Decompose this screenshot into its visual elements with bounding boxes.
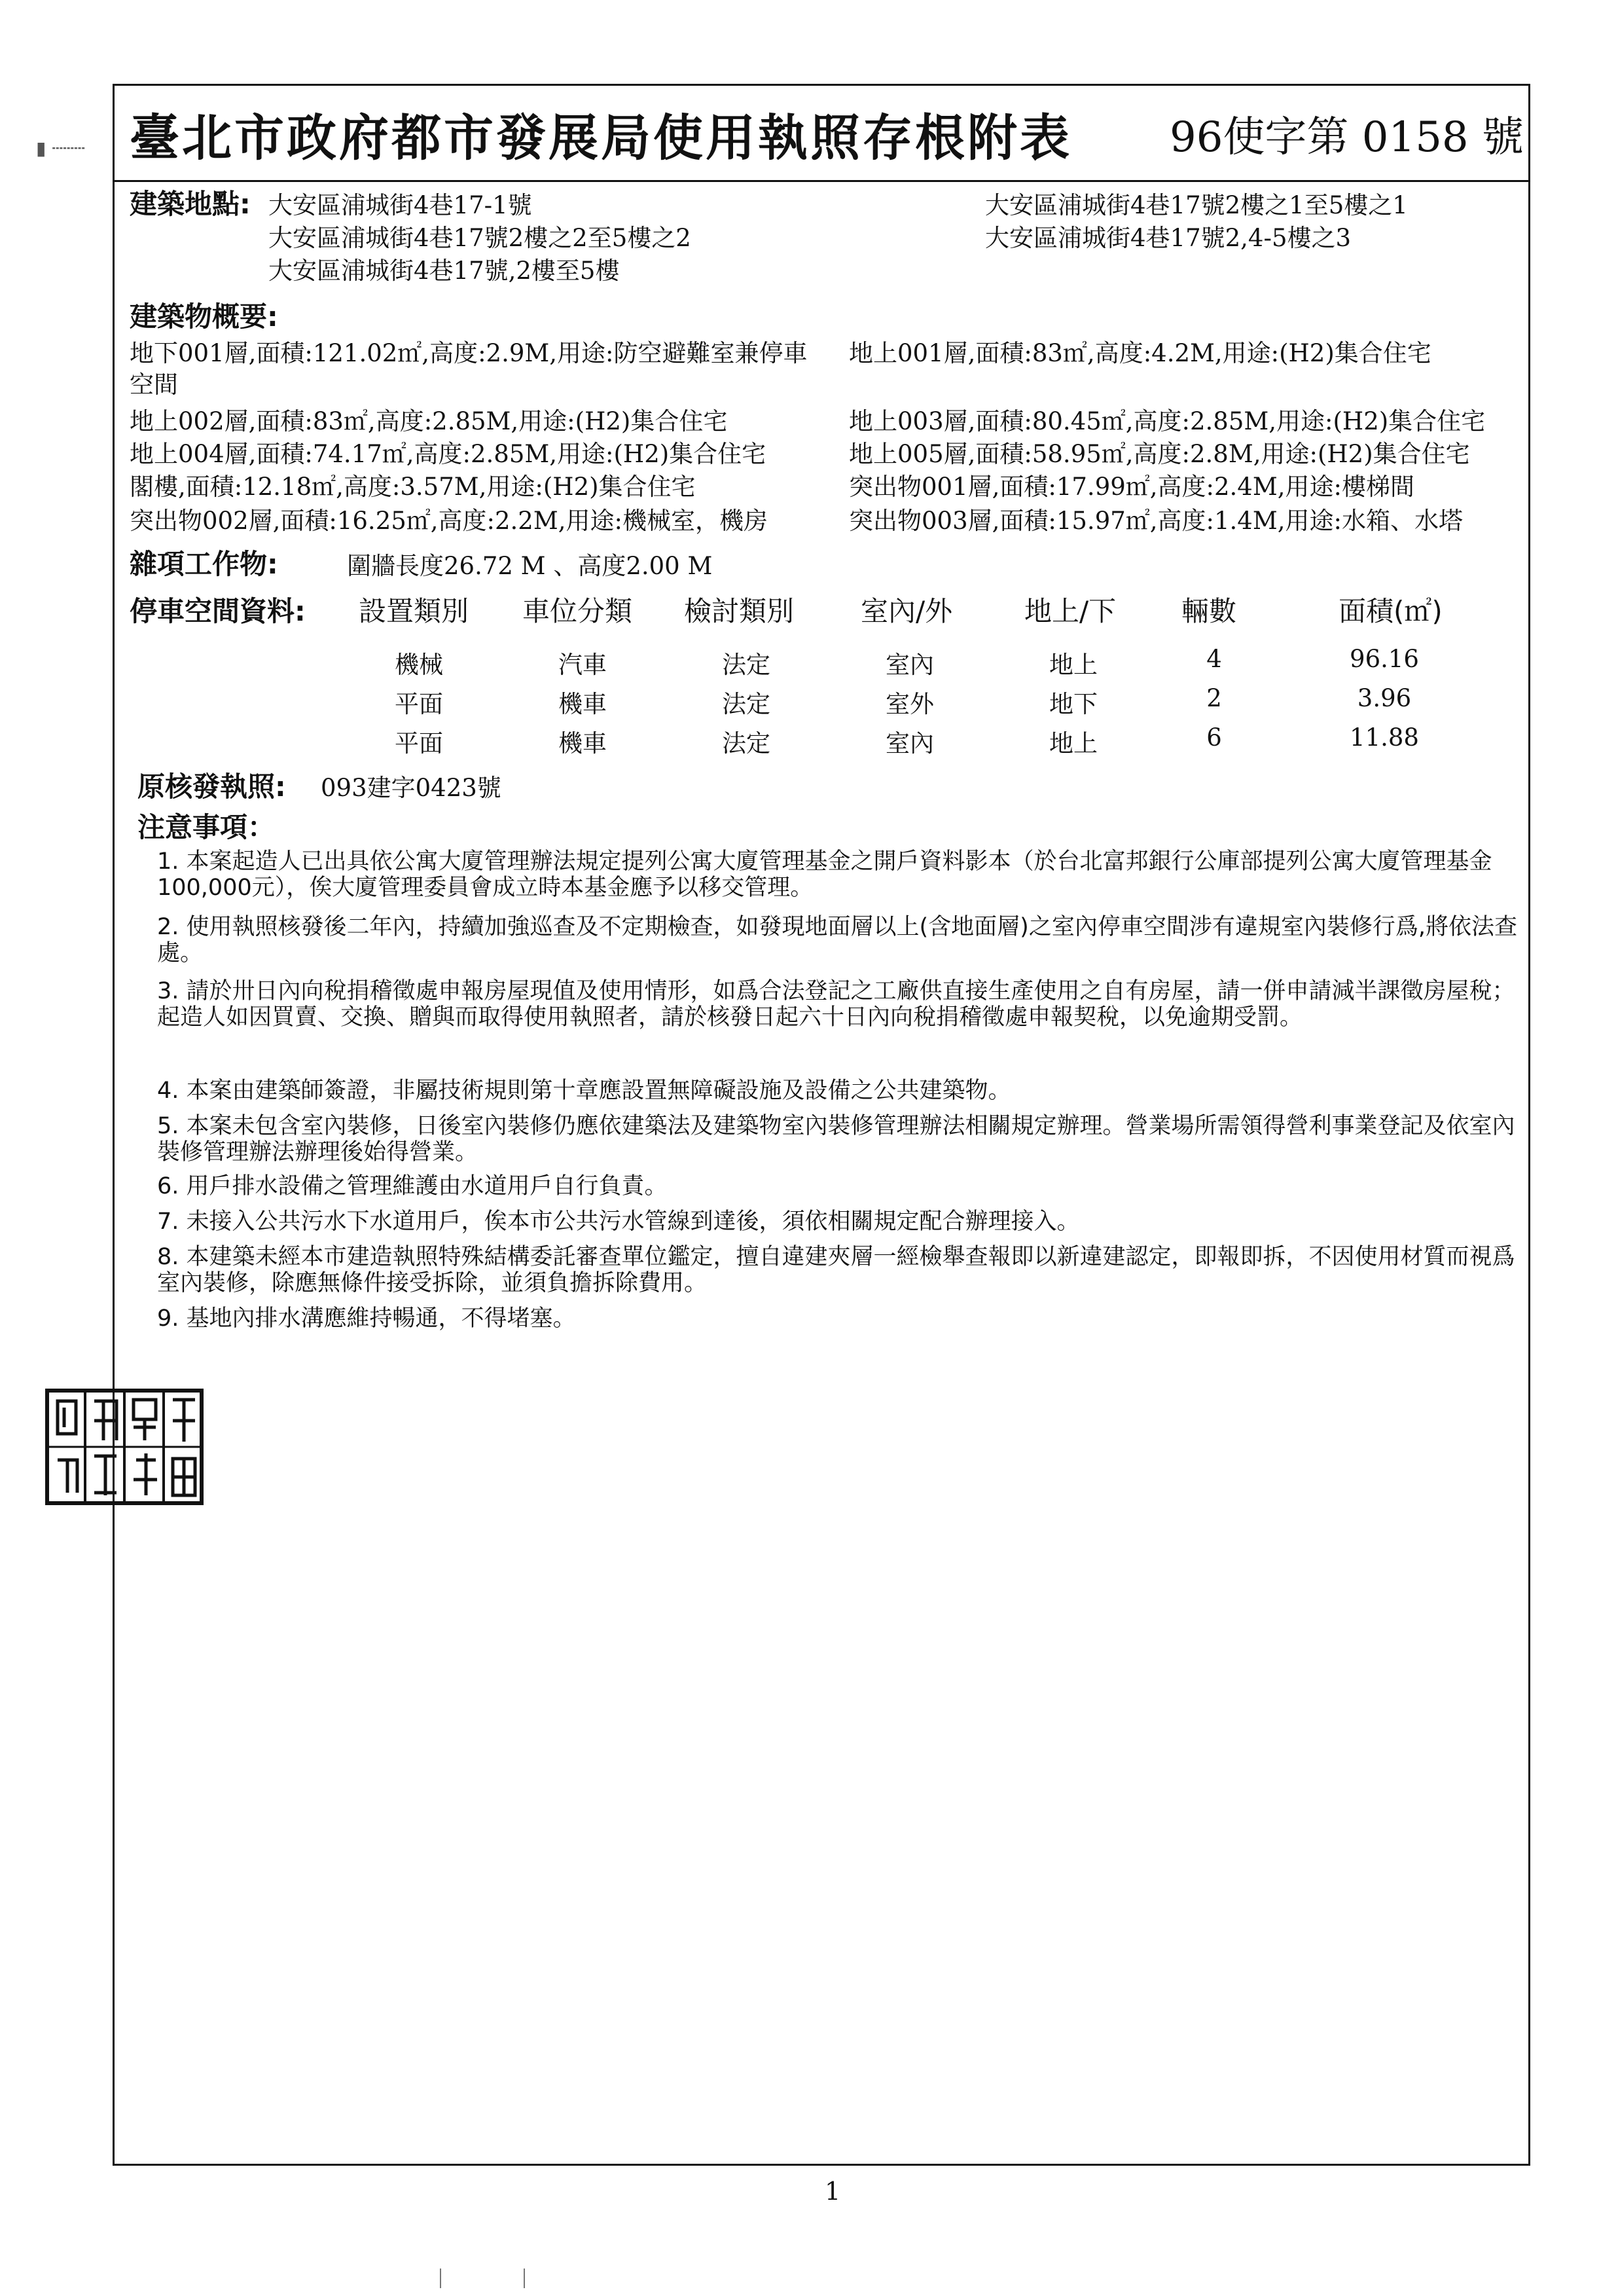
seal-stamp bbox=[45, 1388, 204, 1506]
notes-label: 注意事項： bbox=[137, 811, 276, 843]
note-4: 4. 本案由建築師簽證，非屬技術規則第十章應設置無障礙設施及設備之公共建築物。 bbox=[157, 1078, 1011, 1104]
floor-p003: 突出物003層,面積:15.97㎡,高度:1.4M,用途:水箱、水塔 bbox=[849, 507, 1463, 535]
parking-row-1-type: 機械 bbox=[395, 651, 443, 679]
floor-p001: 突出物001層,面積:17.99㎡,高度:2.4M,用途:樓梯間 bbox=[849, 473, 1414, 501]
note-1: 1. 本案起造人已出具依公寓大廈管理辦法規定提列公寓大廈管理基金之開戶資料影本（於台北富邦銀行公庫部提列公寓大廈管理基金100,000元），俟大廈管理委員會成立時本基金應予以移交管理。 bbox=[157, 848, 1492, 901]
floor-attic: 閣樓,面積:12.18㎡,高度:3.57M,用途:(H2)集合住宅 bbox=[130, 473, 696, 501]
parking-row-1-level: 地上 bbox=[1049, 651, 1098, 679]
parking-row-1-area: 96.16 bbox=[1350, 645, 1419, 673]
parking-row-3-class: 機車 bbox=[558, 729, 607, 757]
site-address-4: 大安區浦城街4巷17號2,4-5樓之3 bbox=[985, 224, 1352, 252]
parking-row-2-count: 2 bbox=[1206, 684, 1222, 712]
scan-tick-left bbox=[440, 2269, 441, 2288]
floor-b001-cont: 空間 bbox=[130, 371, 178, 399]
note-5: 5. 本案未包含室內裝修，日後室內裝修仍應依建築法及建築物室內裝修管理辦法相關規定辦理。營業場所需領得營利事業登記及依室內裝修管理辦法辦理後始得營業。 bbox=[157, 1113, 1515, 1165]
parking-header-indoor: 室內/外 bbox=[861, 595, 953, 627]
note-6: 6. 用戶排水設備之管理維護由水道用戶自行負責。 bbox=[157, 1173, 668, 1199]
parking-header-type: 設置類別 bbox=[359, 595, 469, 627]
page-number: 1 bbox=[825, 2177, 841, 2206]
parking-row-2-indoor: 室外 bbox=[886, 690, 934, 718]
scan-tick-right bbox=[524, 2269, 525, 2288]
document-title: 臺北市政府都市發展局使用執照存根附表 bbox=[130, 109, 1072, 167]
parking-row-2-review: 法定 bbox=[722, 690, 770, 718]
parking-row-1-count: 4 bbox=[1206, 645, 1222, 673]
original-license-label: 原核發執照: bbox=[137, 771, 286, 803]
parking-row-1-indoor: 室內 bbox=[886, 651, 934, 679]
parking-header-area: 面積(㎡) bbox=[1339, 595, 1443, 627]
license-number: 96使字第 0158 號 bbox=[1170, 113, 1524, 162]
note-9: 9. 基地內排水溝應維持暢通，不得堵塞。 bbox=[157, 1305, 576, 1332]
site-address-1: 大安區浦城街4巷17-1號 bbox=[268, 191, 532, 219]
note-8: 8. 本建築未經本市建造執照特殊結構委託審查單位鑑定，擅自違建夾層一經檢舉查報即以新違建認定，即報即拆，不因使用材質而視爲室內裝修，除應無條件接受拆除，並須負擔拆除費用。 bbox=[157, 1244, 1515, 1296]
note-3: 3. 請於卅日內向稅捐稽徵處申報房屋現值及使用情形，如爲合法登記之工廠供直接生產使用之自有房屋，請一併申請減半課徵房屋稅；起造人如因買賣、交換、贈與而取得使用執照者，請於核發日起六十日內向稅捐稽徵處申報契稅，以免逾期受罰。 bbox=[157, 978, 1515, 1030]
parking-header-level: 地上/下 bbox=[1024, 595, 1117, 627]
parking-header-review: 檢討類別 bbox=[684, 595, 795, 627]
floor-003: 地上003層,面積:80.45㎡,高度:2.85M,用途:(H2)集合住宅 bbox=[849, 407, 1486, 435]
floor-001: 地上001層,面積:83㎡,高度:4.2M,用途:(H2)集合住宅 bbox=[849, 339, 1431, 367]
floor-b001: 地下001層,面積:121.02㎡,高度:2.9M,用途:防空避難室兼停車 bbox=[130, 339, 808, 367]
floor-002: 地上002層,面積:83㎡,高度:2.85M,用途:(H2)集合住宅 bbox=[130, 407, 728, 435]
note-2: 2. 使用執照核發後二年內，持續加強巡查及不定期檢查，如發現地面層以上(含地面層)之室內停車空間涉有違規室內裝修行爲,將依法查處。 bbox=[157, 914, 1517, 966]
site-address-2: 大安區浦城街4巷17號2樓之1至5樓之1 bbox=[985, 191, 1408, 219]
parking-header-count: 輛數 bbox=[1181, 595, 1237, 627]
misc-label: 雜項工作物: bbox=[130, 548, 278, 580]
parking-label: 停車空間資料: bbox=[130, 595, 306, 627]
parking-row-2-area: 3.96 bbox=[1357, 684, 1412, 712]
floor-p002: 突出物002層,面積:16.25㎡,高度:2.2M,用途:機械室，機房 bbox=[130, 507, 768, 535]
floor-004: 地上004層,面積:74.17㎡,高度:2.85M,用途:(H2)集合住宅 bbox=[130, 440, 766, 468]
parking-row-3-indoor: 室內 bbox=[886, 729, 934, 757]
parking-row-2-level: 地下 bbox=[1049, 690, 1098, 718]
parking-row-3-area: 11.88 bbox=[1350, 723, 1419, 752]
parking-row-3-level: 地上 bbox=[1049, 729, 1098, 757]
site-address-3: 大安區浦城街4巷17號2樓之2至5樓之2 bbox=[268, 224, 691, 252]
site-address-5: 大安區浦城街4巷17號,2樓至5樓 bbox=[268, 257, 620, 285]
parking-header-class: 車位分類 bbox=[522, 595, 633, 627]
title-bar bbox=[113, 84, 1530, 182]
site-label: 建築地點: bbox=[130, 188, 251, 220]
parking-row-3-count: 6 bbox=[1206, 723, 1222, 752]
building-label: 建築物概要: bbox=[130, 301, 278, 333]
note-7: 7. 未接入公共污水下水道用戶，俟本市公共污水管線到達後，須依相關規定配合辦理接入。 bbox=[157, 1209, 1080, 1235]
scan-artifact: ▮ ┄┄┄ bbox=[36, 137, 85, 159]
parking-row-3-type: 平面 bbox=[395, 729, 443, 757]
parking-row-1-class: 汽車 bbox=[558, 651, 607, 679]
original-license-value: 093建字0423號 bbox=[321, 774, 501, 802]
misc-value: 圍牆長度26.72 M 、高度2.00 M bbox=[347, 552, 713, 580]
parking-row-2-class: 機車 bbox=[558, 690, 607, 718]
parking-row-1-review: 法定 bbox=[722, 651, 770, 679]
floor-005: 地上005層,面積:58.95㎡,高度:2.8M,用途:(H2)集合住宅 bbox=[849, 440, 1470, 468]
parking-row-2-type: 平面 bbox=[395, 690, 443, 718]
parking-row-3-review: 法定 bbox=[722, 729, 770, 757]
